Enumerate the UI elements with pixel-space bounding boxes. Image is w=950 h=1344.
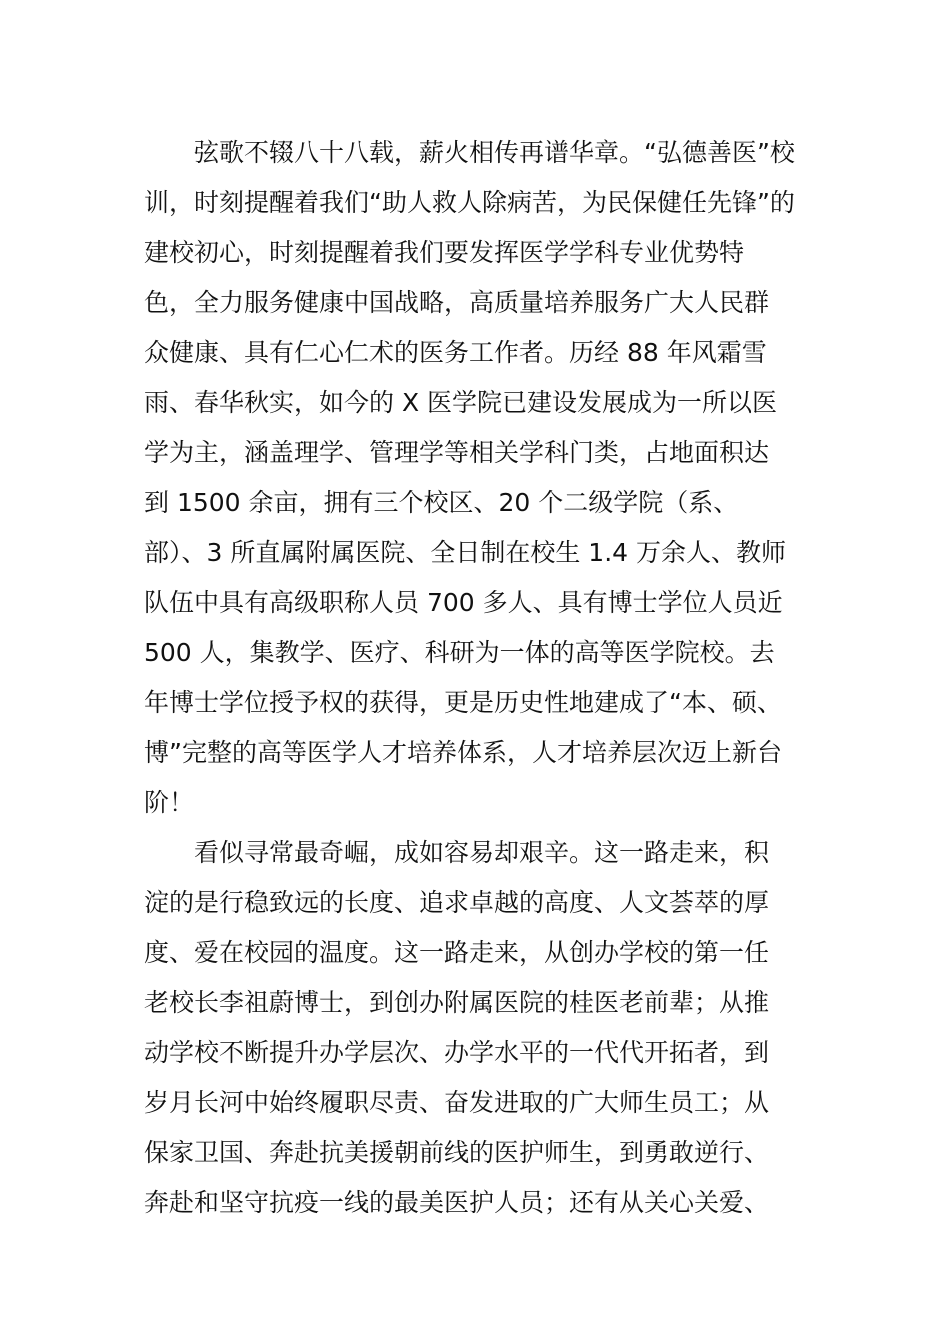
text-line: 色，全力服务健康中国战略，高质量培养服务广大人民群 — [144, 288, 770, 317]
text-line: 看似寻常最奇崛，成如容易却艰辛。这一路走来，积 — [194, 838, 770, 867]
text-line: 度、爱在校园的温度。这一路走来，从创办学校的第一任 — [144, 938, 770, 967]
text-line: 到 1500 余亩，拥有三个校区、20 个二级学院（系、 — [144, 488, 739, 517]
text-line: 500 人，集教学、医疗、科研为一体的高等医学院校。去 — [144, 638, 775, 667]
text-line: 老校长李祖蔚博士，到创办附属医院的桂医老前辈；从推 — [144, 988, 770, 1017]
text-line: 保家卫国、奔赴抗美援朝前线的医护师生，到勇敢逆行、 — [144, 1138, 770, 1167]
text-line: 众健康、具有仁心仁术的医务工作者。历经 88 年风霜雪 — [144, 338, 767, 367]
text-line: 岁月长河中始终履职尽责、奋发进取的广大师生员工；从 — [144, 1088, 770, 1117]
text-line: 弦歌不辍八十八载，薪火相传再谱华章。“弘德善医”校 — [194, 138, 795, 167]
text-line: 雨、春华秋实，如今的 X 医学院已建设发展成为一所以医 — [144, 388, 778, 417]
text-line: 博”完整的高等医学人才培养体系，人才培养层次迈上新台 — [144, 738, 782, 767]
text-line: 建校初心，时刻提醒着我们要发挥医学学科专业优势特 — [144, 238, 745, 267]
body-text — [144, 128, 808, 1228]
text-line: 动学校不断提升办学层次、办学水平的一代代开拓者，到 — [144, 1038, 770, 1067]
text-line: 学为主，涵盖理学、管理学等相关学科门类，占地面积达 — [144, 438, 770, 467]
text-line: 淀的是行稳致远的长度、追求卓越的高度、人文荟萃的厚 — [144, 888, 770, 917]
text-line: 阶！ — [144, 788, 195, 817]
text-line: 训，时刻提醒着我们“助人救人除病苦，为民保健任先锋”的 — [144, 188, 795, 217]
paragraph-1 — [144, 128, 808, 828]
text-line: 队伍中具有高级职称人员 700 多人、具有博士学位人员近 — [144, 588, 783, 617]
text-line: 奔赴和坚守抗疫一线的最美医护人员；还有从关心关爱、 — [144, 1188, 770, 1217]
text-line: 年博士学位授予权的获得，更是历史性地建成了“本、硕、 — [144, 688, 782, 717]
paragraph-2 — [144, 828, 808, 1228]
text-line: 部）、3 所直属附属医院、全日制在校生 1.4 万余人、教师 — [144, 538, 787, 567]
